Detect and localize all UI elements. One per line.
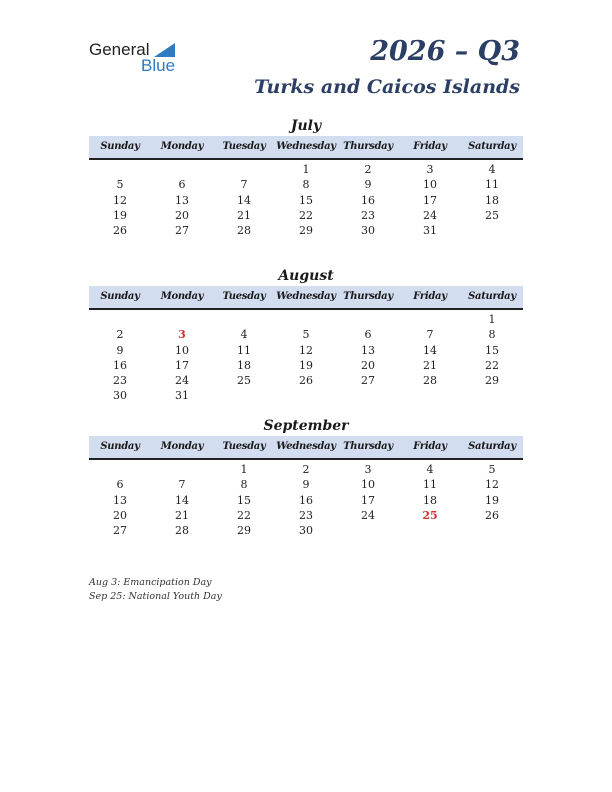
date-cell: 4 xyxy=(426,463,434,476)
date-cell: 5 xyxy=(488,463,496,476)
date-cell: 14 xyxy=(423,343,437,357)
date-cell: 20 xyxy=(175,208,189,222)
date-cell xyxy=(213,388,275,403)
date-cell xyxy=(399,312,461,327)
date-cell: 10 xyxy=(175,343,189,357)
date-cell: 21 xyxy=(237,208,251,222)
page-title: 2026 – Q3 xyxy=(370,36,520,67)
date-cell xyxy=(337,388,399,403)
date-cell: 13 xyxy=(175,193,189,207)
week-row xyxy=(89,493,523,508)
date-cell: 5 xyxy=(302,328,310,342)
week-row xyxy=(89,373,523,388)
date-cell: 18 xyxy=(485,193,499,207)
date-cell: 7 xyxy=(240,178,248,192)
date-cell: 26 xyxy=(299,374,313,388)
date-cell: 9 xyxy=(116,343,124,357)
date-cell: 25 xyxy=(237,374,251,388)
date-cell: 27 xyxy=(113,524,127,538)
date-cell: 8 xyxy=(302,178,310,192)
date-cell: 5 xyxy=(116,178,124,192)
date-cell: 31 xyxy=(423,224,437,238)
country-subtitle: Turks and Caicos Islands xyxy=(254,76,520,98)
date-cell xyxy=(151,462,213,477)
week-row xyxy=(89,358,523,373)
date-cell: 2 xyxy=(116,328,124,342)
date-cell: 16 xyxy=(361,193,375,207)
date-cell: 27 xyxy=(175,224,189,238)
weekday-label: Wednesday xyxy=(276,141,336,152)
weekday-label: Friday xyxy=(413,441,447,452)
date-cell: 24 xyxy=(175,374,189,388)
date-cell: 20 xyxy=(113,508,127,522)
date-cell: 24 xyxy=(361,508,375,522)
date-cell xyxy=(337,312,399,327)
week-row xyxy=(89,327,523,342)
date-cell: 25 xyxy=(485,208,499,222)
holiday-notes xyxy=(89,576,222,604)
date-cell: 11 xyxy=(485,178,499,192)
date-cell: 6 xyxy=(116,478,124,492)
date-cell: 8 xyxy=(240,478,248,492)
weekday-label: Thursday xyxy=(343,141,393,152)
holiday-date-cell: 3 xyxy=(178,328,186,342)
date-cell: 23 xyxy=(361,208,375,222)
weekday-label: Monday xyxy=(160,141,204,152)
date-cell: 11 xyxy=(237,343,251,357)
week-row xyxy=(89,312,523,327)
week-row xyxy=(89,388,523,403)
week-row xyxy=(89,162,523,177)
date-cell: 29 xyxy=(485,374,499,388)
date-cell: 15 xyxy=(485,343,499,357)
date-cell: 7 xyxy=(426,328,434,342)
date-cell: 12 xyxy=(485,478,499,492)
date-cell: 29 xyxy=(299,224,313,238)
date-cell xyxy=(461,388,523,403)
week-row xyxy=(89,177,523,192)
weekday-label: Tuesday xyxy=(222,291,266,302)
date-cell: 15 xyxy=(299,193,313,207)
date-cell: 24 xyxy=(423,208,437,222)
week-row xyxy=(89,462,523,477)
weekday-label: Friday xyxy=(413,141,447,152)
date-cell: 30 xyxy=(113,389,127,403)
date-cell: 23 xyxy=(113,374,127,388)
date-cell: 19 xyxy=(299,358,313,372)
holiday-note: Aug 3: Emancipation Day xyxy=(89,577,212,588)
date-cell: 16 xyxy=(299,493,313,507)
date-cell: 9 xyxy=(364,178,372,192)
date-cell: 21 xyxy=(175,508,189,522)
week-row xyxy=(89,193,523,208)
date-cell xyxy=(151,162,213,177)
weekday-label: Wednesday xyxy=(276,291,336,302)
date-cell: 6 xyxy=(364,328,372,342)
date-cell: 27 xyxy=(361,374,375,388)
date-cell xyxy=(461,523,523,538)
weekday-label: Monday xyxy=(160,441,204,452)
date-cell: 20 xyxy=(361,358,375,372)
date-cell xyxy=(89,162,151,177)
week-row xyxy=(89,508,523,523)
date-cell: 3 xyxy=(426,163,434,176)
date-cell: 1 xyxy=(488,313,496,326)
week-row xyxy=(89,343,523,358)
week-row xyxy=(89,477,523,492)
weekday-label: Monday xyxy=(160,291,204,302)
holiday-date-cell: 25 xyxy=(422,508,438,522)
date-cell: 19 xyxy=(485,493,499,507)
week-row xyxy=(89,208,523,223)
date-cell: 3 xyxy=(364,463,372,476)
date-cell: 28 xyxy=(423,374,437,388)
weekday-header-row xyxy=(89,436,523,460)
weekday-label: Sunday xyxy=(100,291,140,302)
date-cell: 21 xyxy=(423,358,437,372)
date-cell: 7 xyxy=(178,478,186,492)
weekday-label: Thursday xyxy=(343,441,393,452)
date-cell: 26 xyxy=(113,224,127,238)
weekday-label: Tuesday xyxy=(222,141,266,152)
weekday-label: Tuesday xyxy=(222,441,266,452)
date-cell: 10 xyxy=(423,178,437,192)
date-cell: 12 xyxy=(113,193,127,207)
date-cell: 14 xyxy=(237,193,251,207)
date-cell: 19 xyxy=(113,208,127,222)
date-cell: 8 xyxy=(488,328,496,342)
date-cell: 12 xyxy=(299,343,313,357)
date-cell xyxy=(275,312,337,327)
date-cell: 1 xyxy=(302,163,310,176)
date-cell: 17 xyxy=(175,358,189,372)
date-cell: 10 xyxy=(361,478,375,492)
date-cell: 4 xyxy=(488,163,496,176)
date-cell: 22 xyxy=(237,508,251,522)
date-cell: 4 xyxy=(240,328,248,342)
weekday-label: Friday xyxy=(413,291,447,302)
date-cell: 6 xyxy=(178,178,186,192)
logo-text-general: General xyxy=(89,40,150,59)
weekday-label: Sunday xyxy=(100,441,140,452)
generalblue-logo xyxy=(89,40,189,78)
month-calendar xyxy=(89,266,523,404)
week-row xyxy=(89,223,523,238)
date-cell: 9 xyxy=(302,478,310,492)
date-cell: 2 xyxy=(302,463,310,476)
date-cell: 16 xyxy=(113,358,127,372)
weekday-label: Thursday xyxy=(343,291,393,302)
month-name: August xyxy=(278,268,334,284)
date-cell: 26 xyxy=(485,508,499,522)
date-cell: 23 xyxy=(299,508,313,522)
date-cell: 28 xyxy=(237,224,251,238)
date-cell xyxy=(151,312,213,327)
weekday-label: Saturday xyxy=(468,291,516,302)
date-cell xyxy=(275,388,337,403)
weekday-label: Saturday xyxy=(468,441,516,452)
date-cell xyxy=(89,312,151,327)
date-cell xyxy=(89,462,151,477)
date-cell: 14 xyxy=(175,493,189,507)
date-cell xyxy=(399,388,461,403)
weekday-header-row xyxy=(89,136,523,160)
month-calendar xyxy=(89,116,523,238)
date-cell: 22 xyxy=(299,208,313,222)
logo-flag-icon xyxy=(154,43,175,57)
date-cell: 28 xyxy=(175,524,189,538)
holiday-note: Sep 25: National Youth Day xyxy=(89,591,222,602)
weekday-label: Wednesday xyxy=(276,441,336,452)
date-cell xyxy=(213,312,275,327)
date-cell: 17 xyxy=(361,493,375,507)
logo-text-blue: Blue xyxy=(141,56,176,75)
date-cell: 2 xyxy=(364,163,372,176)
date-cell xyxy=(213,162,275,177)
date-cell: 1 xyxy=(240,463,248,476)
date-cell: 13 xyxy=(361,343,375,357)
date-cell: 17 xyxy=(423,193,437,207)
month-calendar xyxy=(89,416,523,538)
weekday-label: Saturday xyxy=(468,141,516,152)
date-cell: 11 xyxy=(423,478,437,492)
month-name: July xyxy=(290,118,322,134)
date-cell xyxy=(337,523,399,538)
week-row xyxy=(89,523,523,538)
date-cell xyxy=(399,523,461,538)
date-cell: 18 xyxy=(237,358,251,372)
date-cell xyxy=(461,223,523,238)
date-cell: 18 xyxy=(423,493,437,507)
date-cell: 29 xyxy=(237,524,251,538)
weekday-label: Sunday xyxy=(100,141,140,152)
weekday-header-row xyxy=(89,286,523,310)
date-cell: 31 xyxy=(175,389,189,403)
date-cell: 15 xyxy=(237,493,251,507)
date-cell: 30 xyxy=(299,524,313,538)
date-cell: 30 xyxy=(361,224,375,238)
date-cell: 13 xyxy=(113,493,127,507)
month-name: September xyxy=(263,418,349,434)
date-cell: 22 xyxy=(485,358,499,372)
